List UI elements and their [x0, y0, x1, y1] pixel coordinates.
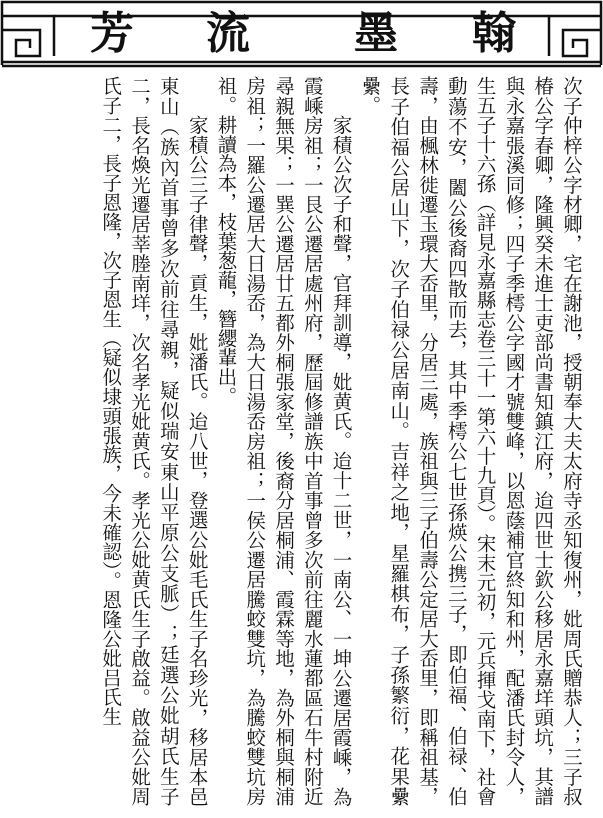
header-banner	[0, 0, 603, 68]
title-char-3: 墨	[354, 8, 398, 59]
title-char-1: 芳	[90, 8, 134, 59]
paragraph-2: 家積公次子和聲，官拜訓導，妣黄氏。迨十二世，一南公、一坤公遷居霞嵊，為霞嵊房祖；一艮公遷居處州府，歷屆修譜族中首事曾多次前往麗水蓮都區石牛村附近尋親無果；一巽公遷居廿五都外桐張家堂，後裔分居桐浦、霞霖等地，為外桐與桐浦房祖；一羅公遷居大日湯岙，為大日湯岙房祖；一侯公遷居騰蛟雙坑，為騰蛟雙坑房祖。耕讀為本，枝葉葱蘢，簪纓輩出。	[214, 76, 353, 806]
paragraph-3: 家積公三子律聲，貢生，妣潘氏。迨八世，登選公妣毛氏生子名珍光，移居本邑東山（族內首事曾多次前往尋親，疑似瑞安東山平原公支脈）；廷選公妣胡氏生子二，長名煥光遷居莘塍南垟，次名孝光妣黄氏。孝光公妣黄氏生子啟益。啟益公妣周氏子二，長子恩隆，次子恩生（疑似埭頭張族，今未確認）。恩隆公妣吕氏生	[99, 76, 209, 806]
title-char-4: 翰	[472, 8, 516, 59]
vertical-body-text	[95, 76, 585, 806]
title-char-2: 流	[206, 8, 250, 59]
paragraph-1: 次子仲梓公字材卿，宅在謝池，授朝奉大夫太府寺丞知復州，妣周氏贈恭人；三子叔椿公字春卿，隆興癸未進士吏部尚書知鎮江府，迨四世士欽公移居永嘉垟頭坑，其譜與永嘉張溪同修；四子季樗公字國才號雙峰，以恩蔭補官終知和州，配潘氏封令人，生五子十六孫（詳見永嘉縣志卷三十一第六十九頁）。宋末元初，元兵揮戈南下，社會動蕩不安，闔公後裔四散而去，其中季樗公七世孫煐公携三子，即伯福、伯禄、伯壽，由楓林徙遷玉環大岙里，分居三處，族祖與三子伯壽公定居大岙里，即稱祖基，長子伯福公居山下，次子伯禄公居南山。吉祥之地，星羅棋布，子孫繁衍，花果纍纍。	[358, 76, 583, 806]
